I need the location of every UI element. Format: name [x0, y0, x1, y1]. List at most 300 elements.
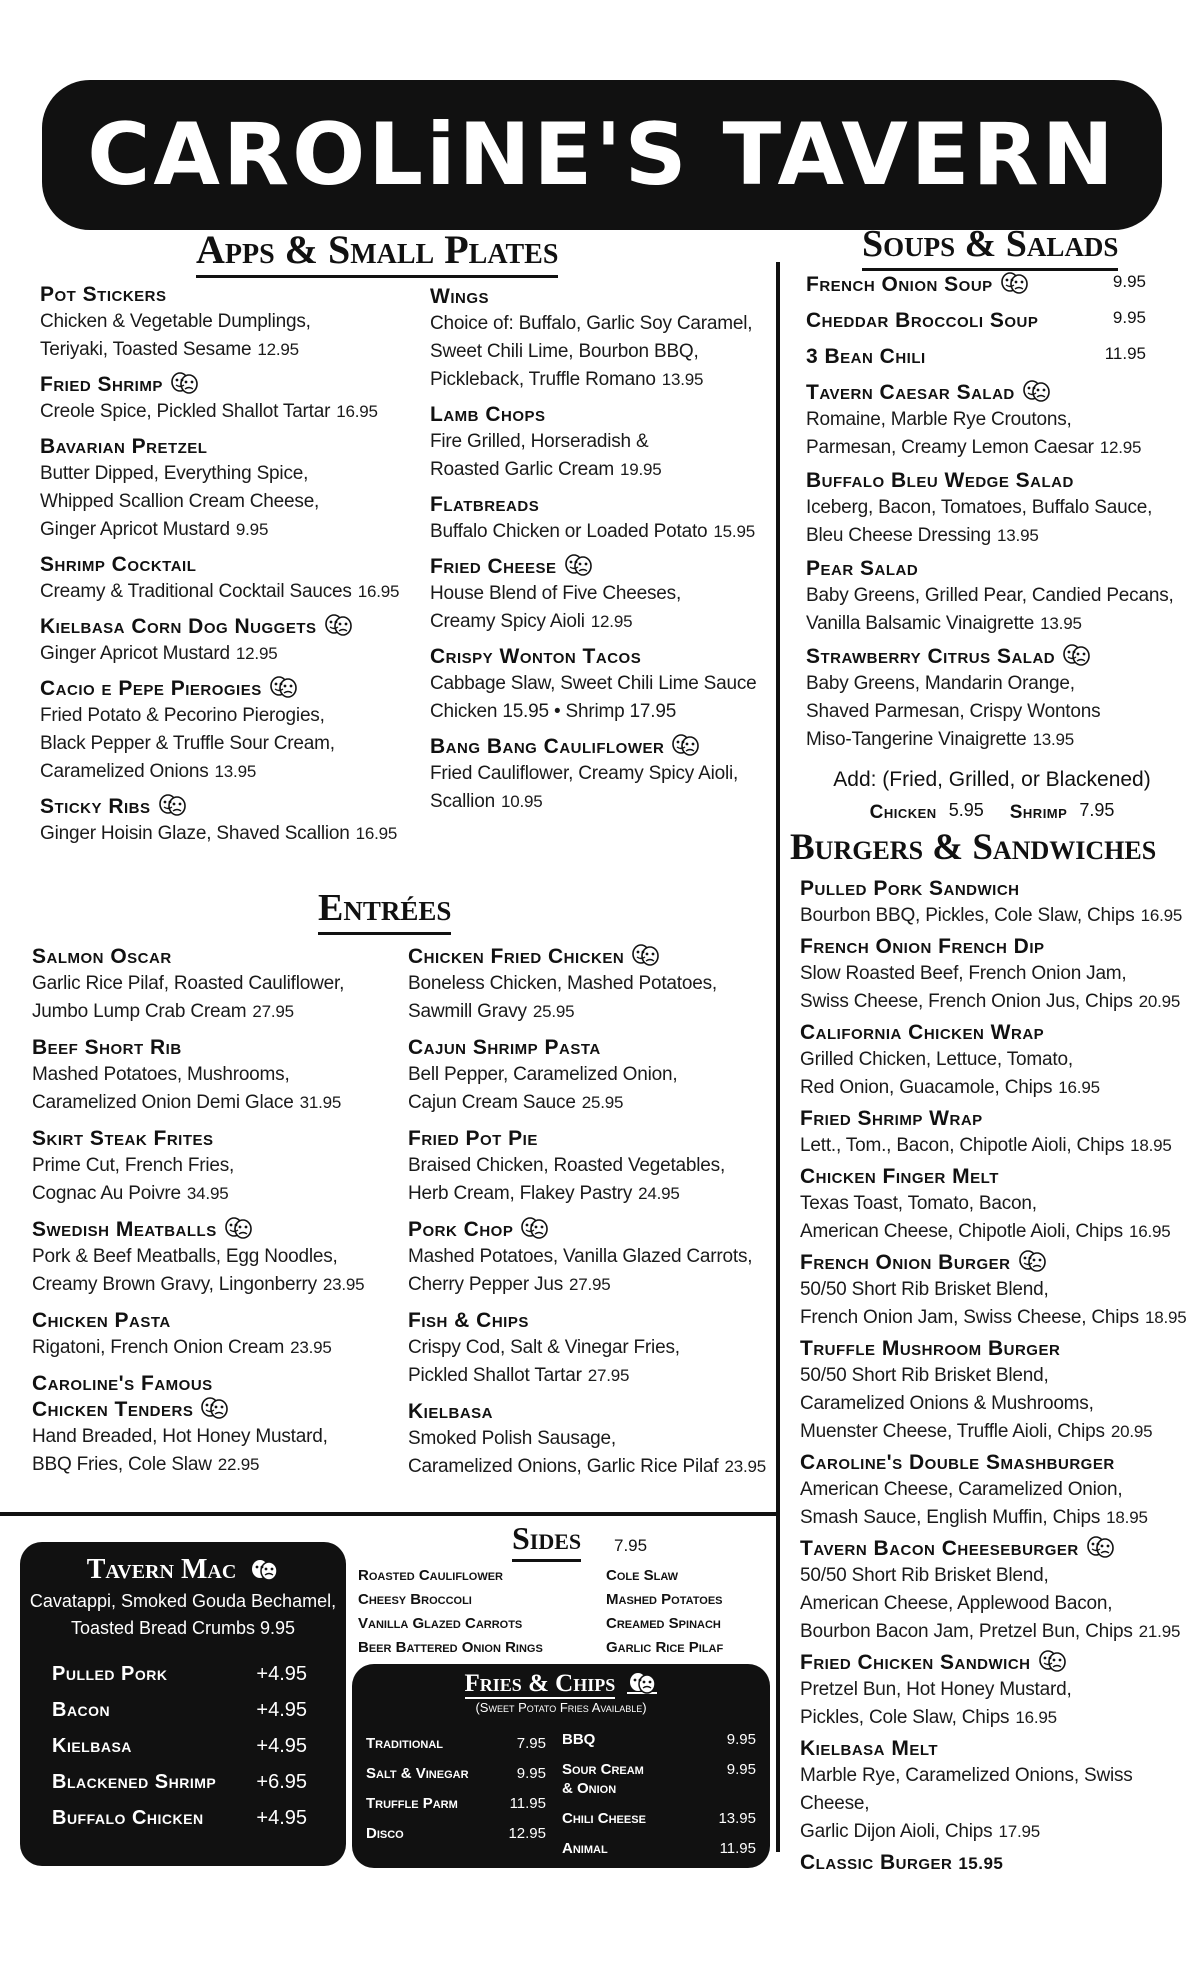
- mac-addon-row: [52, 1764, 307, 1800]
- menu-item-desc-text: Fire Grilled, Horseradish & Roasted Garlic Cream: [430, 431, 649, 480]
- add-shrimp-price: 7.95: [1079, 800, 1115, 820]
- soup-name: French Onion Soup: [806, 273, 993, 296]
- mac-addon-row: [52, 1728, 307, 1764]
- menu-item-desc-text: Lett., Tom., Bacon, Chipotle Aioli, Chips: [800, 1135, 1125, 1156]
- menu-item-desc-text: Fried Cauliflower, Creamy Spicy Aioli, Scallion: [430, 763, 739, 812]
- mac-addon-name: Buffalo Chicken: [52, 1807, 204, 1829]
- section-title-soups: Soups & Salads: [862, 222, 1118, 271]
- menu-item-name: California Chicken Wrap: [800, 1021, 1045, 1044]
- menu-item-desc-text: Slow Roasted Beef, French Onion Jam, Swiss Cheese, French Onion Jus, Chips: [800, 963, 1133, 1012]
- menu-item-name: Caroline's Famous Chicken Tenders: [32, 1372, 213, 1421]
- menu-item-desc-text: Baby Greens, Grilled Pear, Candied Pecans, Vanilla Balsamic Vinaigrette: [806, 585, 1174, 634]
- menu-item-name-line: [408, 944, 773, 970]
- vertical-divider: [776, 262, 780, 1852]
- menu-item-name-line: [430, 284, 770, 310]
- menu-item-name-line: [32, 1035, 392, 1061]
- menu-item-desc: [800, 1762, 1195, 1846]
- menu-item-name-line: [806, 380, 1176, 406]
- menu-item-desc-text: Ginger Apricot Mustard: [40, 643, 230, 664]
- menu-item-desc: [40, 308, 410, 364]
- menu-item-price: 17.95: [998, 1822, 1041, 1841]
- menu-item-desc-text: Ginger Hoisin Glaze, Shaved Scallion: [40, 823, 350, 844]
- soups-list: [806, 272, 1156, 380]
- menu-item-price: 34.95: [186, 1184, 229, 1203]
- menu-item-name: Pulled Pork Sandwich: [800, 877, 1020, 900]
- header-banner: [42, 80, 1162, 230]
- menu-item-price: 16.95: [1058, 1078, 1100, 1097]
- menu-item: [408, 1217, 773, 1299]
- menu-item-name: Swedish Meatballs: [32, 1218, 217, 1241]
- menu-item-desc-text: Romaine, Marble Rye Croutons, Parmesan, Creamy Lemon Caesar: [806, 409, 1094, 458]
- menu-item-name-line: [800, 1164, 1195, 1190]
- menu-item-desc: [40, 460, 410, 544]
- menu-item-name-line: [40, 676, 410, 702]
- menu-item-desc: [40, 640, 410, 668]
- theater-mask-icon: [1085, 1536, 1115, 1558]
- menu-item-desc: [800, 1046, 1195, 1102]
- menu-item-desc-text: House Blend of Five Cheeses, Creamy Spicy Aioli: [430, 583, 682, 632]
- menu-item: [800, 1450, 1195, 1532]
- fries-name: Truffle Parm: [366, 1795, 458, 1812]
- menu-item-desc: [800, 1676, 1195, 1732]
- menu-item-desc: [40, 820, 410, 848]
- apps-left-column: [40, 282, 410, 856]
- add-chicken-label: Chicken: [869, 802, 937, 823]
- menu-item-desc: [408, 1243, 773, 1299]
- menu-item-desc: [408, 1061, 773, 1117]
- fries-price: 9.95: [726, 1731, 756, 1748]
- menu-item-desc-text: 50/50 Short Rib Brisket Blend, American Cheese, Applewood Bacon, Bourbon Bacon Jam, Pretzel Bun, Chips: [800, 1565, 1133, 1642]
- menu-item: [800, 1736, 1195, 1846]
- burgers-list: [800, 876, 1195, 1881]
- fries-row: [366, 1764, 546, 1783]
- menu-item: [800, 934, 1195, 1016]
- menu-item-desc: [806, 582, 1176, 638]
- menu-item-price: 13.95: [661, 370, 704, 389]
- menu-item-desc-text: Pork & Beef Meatballs, Egg Noodles, Creamy Brown Gravy, Lingonberry: [32, 1246, 338, 1295]
- menu-item-desc-text: Texas Toast, Tomato, Bacon, American Cheese, Chipotle Aioli, Chips: [800, 1193, 1123, 1242]
- menu-item-desc-text: Mashed Potatoes, Vanilla Glazed Carrots, Cherry Pepper Jus: [408, 1246, 753, 1295]
- menu-item-desc-text: Rigatoni, French Onion Cream: [32, 1337, 285, 1358]
- menu-item-price: 22.95: [217, 1455, 260, 1474]
- apps-right-column: [430, 284, 770, 824]
- menu-item-price: 16.95: [336, 402, 378, 421]
- section-title-apps: Apps & Small Plates: [196, 226, 558, 278]
- menu-item-name-line: [800, 1336, 1195, 1362]
- menu-item-name-line: [40, 434, 410, 460]
- add-shrimp-label: Shrimp: [1009, 802, 1068, 823]
- menu-item-desc-text: Buffalo Chicken or Loaded Potato: [430, 521, 708, 542]
- menu-item-price: 18.95: [1130, 1136, 1172, 1155]
- menu-item: [40, 794, 410, 848]
- theater-mask-icon: [563, 554, 593, 576]
- mac-addon-price: +6.95: [256, 1771, 307, 1793]
- menu-item-desc: [430, 580, 770, 636]
- menu-item-desc: [32, 1243, 392, 1299]
- menu-item-price: 25.95: [581, 1093, 624, 1112]
- fries-title: Fries & Chips: [464, 1670, 616, 1697]
- fries-row: [562, 1760, 756, 1798]
- menu-item: [800, 1250, 1195, 1332]
- section-title-entrees: Entrées: [318, 886, 451, 935]
- menu-item-desc-text: Fried Potato & Pecorino Pierogies, Black Pepper & Truffle Sour Cream, Caramelized Onions: [40, 705, 335, 782]
- soup-name-line: [806, 344, 926, 370]
- menu-item-desc: [408, 1152, 773, 1208]
- mac-addons-list: [20, 1656, 346, 1836]
- fries-price: 13.95: [718, 1810, 756, 1827]
- menu-item-name: French Onion Burger: [800, 1251, 1011, 1274]
- menu-item-name: Pear Salad: [806, 557, 919, 580]
- menu-item-name-line: [408, 1308, 773, 1334]
- menu-item: [800, 1336, 1195, 1446]
- menu-item: [800, 1850, 1195, 1877]
- menu-item-name-line: [32, 1126, 392, 1152]
- entrees-right-column: [408, 944, 773, 1490]
- menu-item-name-line: [800, 1850, 1195, 1877]
- menu-item-name-line: [800, 1536, 1195, 1562]
- theater-mask-icon: [1037, 1650, 1067, 1672]
- menu-item-desc: [800, 960, 1195, 1016]
- side-item: Cole Slaw: [606, 1567, 679, 1584]
- menu-item-name-line: [40, 614, 410, 640]
- menu-item: [430, 554, 770, 636]
- soup-name-line: [806, 308, 1038, 334]
- menu-item: [408, 1308, 773, 1390]
- fries-name: Chili Cheese: [562, 1810, 646, 1827]
- menu-item-name: Kielbasa: [408, 1400, 494, 1423]
- fries-name: BBQ: [562, 1731, 596, 1748]
- salad-add-label: Add: (Fried, Grilled, or Blackened): [833, 768, 1151, 791]
- menu-item-name: Strawberry Citrus Salad: [806, 645, 1056, 668]
- soup-row: [806, 344, 1146, 370]
- menu-item-name-line: [800, 934, 1195, 960]
- menu-item-name-line: [430, 734, 770, 760]
- theater-mask-icon: [169, 372, 199, 394]
- menu-item-name: Lamb Chops: [430, 403, 546, 426]
- menu-item-name: Wings: [430, 285, 489, 308]
- menu-item: [800, 1164, 1195, 1246]
- menu-item-price: 9.95: [235, 520, 269, 539]
- soup-name-line: [806, 272, 1029, 298]
- side-item: Vanilla Glazed Carrots: [358, 1615, 523, 1632]
- menu-item-name-line: [32, 1308, 392, 1334]
- add-chicken-price: 5.95: [948, 800, 984, 820]
- menu-item-desc: [40, 578, 410, 606]
- menu-item-name: Sticky Ribs: [40, 795, 151, 818]
- menu-item-price: 13.95: [1040, 614, 1082, 633]
- menu-item-desc: [800, 1476, 1195, 1532]
- menu-item: [32, 1308, 392, 1362]
- menu-item-name: Shrimp Cocktail: [40, 553, 197, 576]
- side-item: Creamed Spinach: [606, 1615, 721, 1632]
- section-title-burgers: Burgers & Sandwiches: [790, 827, 1157, 868]
- menu-item-name: Chicken Fried Chicken: [408, 945, 625, 968]
- menu-item: [408, 944, 773, 1026]
- menu-item: [430, 492, 770, 546]
- menu-item-price: 13.95: [997, 526, 1039, 545]
- mac-addon-name: Kielbasa: [52, 1735, 132, 1757]
- menu-item-desc: [32, 1061, 392, 1117]
- entrees-left-column: [32, 944, 392, 1488]
- mac-addon-price: +4.95: [256, 1699, 307, 1721]
- menu-item-name: Flatbreads: [430, 493, 540, 516]
- menu-item-price: 19.95: [619, 460, 662, 479]
- menu-item-price: 15.95: [958, 1854, 1004, 1873]
- theater-mask-icon: [323, 614, 353, 636]
- menu-item-name-line: [408, 1399, 773, 1425]
- menu-item: [40, 434, 410, 544]
- menu-item-desc: [800, 1562, 1195, 1646]
- menu-item-name: Chicken Finger Melt: [800, 1165, 999, 1188]
- menu-item-name-line: [408, 1126, 773, 1152]
- sides-price: 7.95: [614, 1536, 648, 1555]
- menu-item-desc-text: 50/50 Short Rib Brisket Blend, French Onion Jam, Swiss Cheese, Chips: [800, 1279, 1139, 1328]
- menu-item-name: Pot Stickers: [40, 283, 167, 306]
- menu-item-desc-text: Prime Cut, French Fries, Cognac Au Poivre: [32, 1155, 235, 1204]
- menu-item-price: 16.95: [355, 824, 398, 843]
- menu-item-name: Kielbasa Corn Dog Nuggets: [40, 615, 317, 638]
- theater-mask-icon: [627, 1672, 657, 1694]
- menu-item-name-line: [800, 1450, 1195, 1476]
- menu-item-price: 18.95: [1106, 1508, 1148, 1527]
- fries-price: 9.95: [516, 1765, 546, 1782]
- menu-item: [32, 1035, 392, 1117]
- tavern-mac-box: [20, 1542, 346, 1866]
- menu-item: [408, 1126, 773, 1208]
- menu-item-desc-text: Butter Dipped, Everything Spice, Whipped Scallion Cream Cheese, Ginger Apricot Mustard: [40, 463, 320, 540]
- menu-item-name: Kielbasa Melt: [800, 1737, 939, 1760]
- menu-item: [806, 468, 1176, 550]
- menu-item-desc-text: Choice of: Buffalo, Garlic Soy Caramel, Sweet Chili Lime, Bourbon BBQ, Pickleback, Truffle Romano: [430, 313, 753, 390]
- menu-item-name-line: [800, 1250, 1195, 1276]
- soup-price: 9.95: [1112, 272, 1146, 291]
- menu-item-desc: [806, 670, 1176, 754]
- fries-name: Salt & Vinegar: [366, 1765, 469, 1782]
- menu-item-desc-text: 50/50 Short Rib Brisket Blend, Caramelized Onions & Mushrooms, Muenster Cheese, Truffle Aioli, Chips: [800, 1365, 1105, 1442]
- mac-addon-name: Bacon: [52, 1699, 111, 1721]
- mac-addon-name: Blackened Shrimp: [52, 1771, 217, 1793]
- fries-name: Traditional: [366, 1735, 443, 1752]
- menu-item: [800, 1106, 1195, 1160]
- theater-mask-icon: [223, 1217, 253, 1239]
- mac-addon-row: [52, 1800, 307, 1836]
- menu-item-name-line: [806, 644, 1176, 670]
- menu-item-price: 13.95: [214, 762, 257, 781]
- menu-item: [40, 282, 410, 364]
- fries-row: [366, 1734, 546, 1753]
- menu-item-desc-text: Smoked Polish Sausage, Caramelized Onions, Garlic Rice Pilaf: [408, 1428, 719, 1477]
- soup-name: Cheddar Broccoli Soup: [806, 309, 1039, 332]
- menu-item-desc: [430, 310, 770, 394]
- menu-item-name-line: [806, 556, 1176, 582]
- menu-item: [430, 402, 770, 484]
- menu-item: [408, 1035, 773, 1117]
- menu-item-desc: [806, 406, 1176, 462]
- soup-name: 3 Bean Chili: [806, 345, 926, 368]
- mac-addon-price: +4.95: [256, 1807, 307, 1829]
- menu-item-name: Fried Cheese: [430, 555, 557, 578]
- menu-item-price: 25.95: [532, 1002, 575, 1021]
- horizontal-divider: [0, 1512, 778, 1516]
- menu-item-price: 13.95: [1032, 730, 1075, 749]
- menu-item-name: Cajun Shrimp Pasta: [408, 1036, 601, 1059]
- mac-addon-name: Pulled Pork: [52, 1663, 168, 1685]
- fries-right-list: [562, 1730, 756, 1869]
- salads-list: [806, 380, 1176, 760]
- menu-item-desc: [40, 702, 410, 786]
- soup-price: 9.95: [1112, 308, 1146, 327]
- menu-item-desc-text: Crispy Cod, Salt & Vinegar Fries, Pickled Shallot Tartar: [408, 1337, 680, 1386]
- menu-item-price: 21.95: [1138, 1622, 1181, 1641]
- fries-row: [562, 1809, 756, 1828]
- menu-item-desc: [408, 1334, 773, 1390]
- menu-item-name: Cacio e Pepe Pierogies: [40, 677, 262, 700]
- menu-item-desc: [430, 428, 770, 484]
- menu-item-name: Buffalo Bleu Wedge Salad: [806, 469, 1074, 492]
- fries-left-list: [366, 1734, 546, 1854]
- menu-item-price: 12.95: [590, 612, 633, 631]
- menu-item-desc: [800, 1276, 1195, 1332]
- menu-item-name: Bang Bang Cauliflower: [430, 735, 665, 758]
- menu-item-name-line: [40, 282, 410, 308]
- menu-item-price: 16.95: [1015, 1708, 1057, 1727]
- menu-item-desc-text: Grilled Chicken, Lettuce, Tomato, Red Onion, Guacamole, Chips: [800, 1049, 1073, 1098]
- menu-item-price: 16.95: [357, 582, 400, 601]
- fries-price: 7.95: [516, 1735, 546, 1752]
- soup-price: 11.95: [1104, 344, 1146, 363]
- menu-item-desc: [806, 494, 1176, 550]
- menu-item-desc-text: Bell Pepper, Caramelized Onion, Cajun Cream Sauce: [408, 1064, 678, 1113]
- mac-addon-row: [52, 1692, 307, 1728]
- menu-item-name: Fried Shrimp Wrap: [800, 1107, 983, 1130]
- menu-item-name: Fried Chicken Sandwich: [800, 1651, 1031, 1674]
- menu-item-price: 20.95: [1138, 992, 1181, 1011]
- menu-item-name-line: [430, 402, 770, 428]
- menu-item-price: 20.95: [1110, 1422, 1153, 1441]
- menu-item-price: 23.95: [724, 1457, 766, 1476]
- menu-item-name: Tavern Bacon Cheeseburger: [800, 1537, 1079, 1560]
- fries-row: [366, 1794, 546, 1813]
- mac-addon-price: +4.95: [256, 1663, 307, 1685]
- fries-row: [562, 1839, 756, 1858]
- menu-item-price: 16.95: [1128, 1222, 1171, 1241]
- theater-mask-icon: [157, 794, 187, 816]
- sides-list: [358, 1565, 768, 1659]
- menu-item-desc-text: Mashed Potatoes, Mushrooms, Caramelized Onion Demi Glace: [32, 1064, 294, 1113]
- menu-item: [800, 1536, 1195, 1646]
- menu-item: [800, 1020, 1195, 1102]
- menu-item: [40, 552, 410, 606]
- menu-item: [800, 1650, 1195, 1732]
- menu-item-name-line: [430, 492, 770, 518]
- menu-item-name-line: [32, 1217, 392, 1243]
- mac-addon-price: +4.95: [256, 1735, 307, 1757]
- menu-item-desc-text: Boneless Chicken, Mashed Potatoes, Sawmill Gravy: [408, 973, 717, 1022]
- menu-item-name-line: [408, 1217, 773, 1243]
- theater-mask-icon: [1021, 380, 1051, 402]
- menu-item-name-line: [800, 1736, 1195, 1762]
- menu-item-desc: [408, 1425, 773, 1481]
- menu-item: [806, 556, 1176, 638]
- menu-item-price: 12.95: [257, 340, 299, 359]
- menu-item-desc: [32, 1334, 392, 1362]
- fries-chips-box: [352, 1664, 770, 1868]
- menu-item-desc: [32, 1423, 392, 1479]
- menu-item-desc: [430, 760, 770, 816]
- menu-item-name-line: [40, 372, 410, 398]
- salad-add-box: [822, 768, 1162, 826]
- menu-item-desc: [40, 398, 410, 426]
- fries-row: [562, 1730, 756, 1749]
- section-title-sides: Sides: [512, 1520, 581, 1562]
- restaurant-title: CAROLiNE'S TAVERN: [87, 105, 1117, 205]
- fries-subtitle: (Sweet Potato Fries Available): [475, 1700, 647, 1715]
- menu-item-name-line: [800, 876, 1195, 902]
- menu-item-name: Pork Chop: [408, 1218, 514, 1241]
- menu-item: [40, 372, 410, 426]
- fries-price: 9.95: [726, 1761, 756, 1778]
- soup-row: [806, 308, 1146, 334]
- menu-item: [32, 1217, 392, 1299]
- menu-item-price: 18.95: [1144, 1308, 1187, 1327]
- theater-mask-icon: [519, 1217, 549, 1239]
- menu-item-name: Truffle Mushroom Burger: [800, 1337, 1061, 1360]
- menu-item-name: French Onion French Dip: [800, 935, 1045, 958]
- menu-item-name-line: [800, 1106, 1195, 1132]
- menu-item-desc-text: Iceberg, Bacon, Tomatoes, Buffalo Sauce, Bleu Cheese Dressing: [806, 497, 1153, 546]
- theater-mask-icon: [999, 272, 1029, 294]
- menu-item-desc-text: American Cheese, Caramelized Onion, Smash Sauce, English Muffin, Chips: [800, 1479, 1123, 1528]
- side-item: Cheesy Broccoli: [358, 1591, 472, 1608]
- soup-row: [806, 272, 1146, 298]
- menu-item-name: Fish & Chips: [408, 1309, 529, 1332]
- menu-item-price: 16.95: [1140, 906, 1183, 925]
- side-item: Garlic Rice Pilaf: [606, 1639, 724, 1656]
- menu-item-name: Caroline's Double Smashburger: [800, 1451, 1115, 1474]
- menu-item: [40, 676, 410, 786]
- menu-item-desc-text: Braised Chicken, Roasted Vegetables, Herb Cream, Flakey Pastry: [408, 1155, 726, 1204]
- fries-name: Animal: [562, 1840, 608, 1857]
- menu-item: [32, 1126, 392, 1208]
- side-item: Mashed Potatoes: [606, 1591, 723, 1608]
- menu-item-price: 27.95: [587, 1366, 630, 1385]
- menu-item: [40, 614, 410, 668]
- menu-item-name: Crispy Wonton Tacos: [430, 645, 642, 668]
- menu-item-name: Classic Burger: [800, 1851, 953, 1874]
- menu-item-name: Bavarian Pretzel: [40, 435, 208, 458]
- menu-item-desc: [32, 970, 392, 1026]
- menu-item-price: 31.95: [299, 1093, 342, 1112]
- menu-item-name-line: [32, 944, 392, 970]
- mac-addon-row: [52, 1656, 307, 1692]
- menu-item-name-line: [430, 644, 770, 670]
- menu-item-name: Fried Shrimp: [40, 373, 163, 396]
- theater-mask-icon: [1017, 1250, 1047, 1272]
- menu-item-desc-text: Baby Greens, Mandarin Orange, Shaved Parmesan, Crispy Wontons Miso-Tangerine Vinaigrette: [806, 673, 1101, 750]
- menu-item-desc: [800, 1190, 1195, 1246]
- menu-item-desc-text: Marble Rye, Caramelized Onions, Swiss Cheese, Garlic Dijon Aioli, Chips: [800, 1765, 1133, 1842]
- menu-item-price: 15.95: [713, 522, 755, 541]
- menu-item-price: 12.95: [1099, 438, 1142, 457]
- tavern-mac-title: Tavern Mac: [86, 1554, 237, 1585]
- menu-item: [430, 644, 770, 726]
- fries-name: Sour Cream & Onion: [562, 1761, 644, 1797]
- menu-item-name-line: [40, 552, 410, 578]
- theater-mask-icon: [630, 944, 660, 966]
- menu-item: [806, 380, 1176, 462]
- fries-price: 11.95: [719, 1840, 756, 1857]
- menu-item-name-line: [430, 554, 770, 580]
